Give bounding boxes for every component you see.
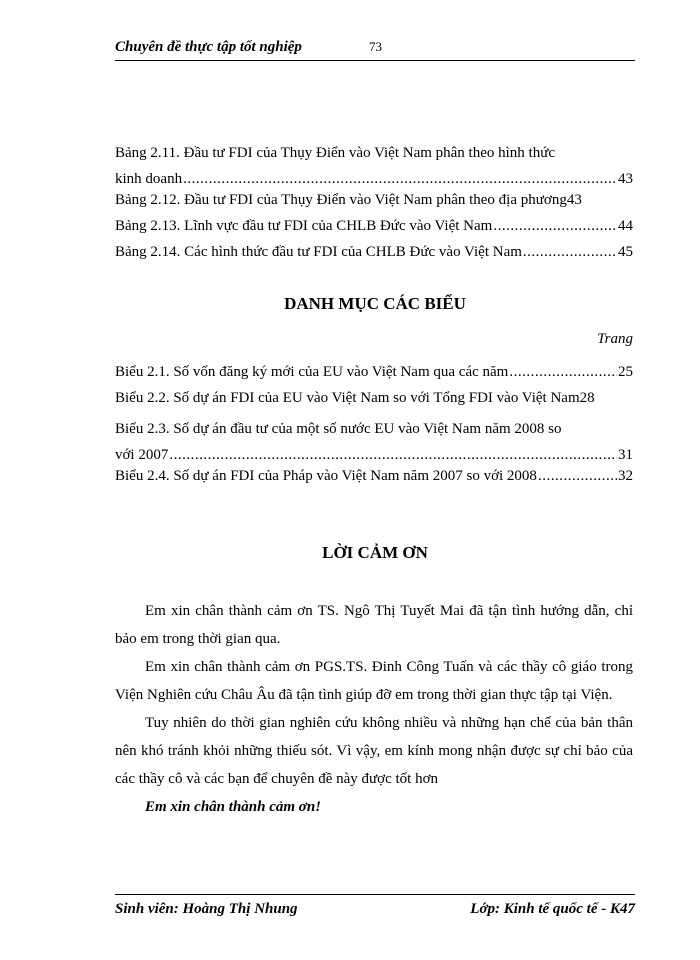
acknowledgement-heading: LỜI CẢM ƠN [322,543,428,562]
toc-entry [115,140,633,192]
page-number: 73 [369,39,382,54]
charts-list [115,364,633,494]
page-header [115,39,635,61]
toc-entry-text: Biểu 2.1. Số vốn đăng ký mới của EU vào Việt Nam qua các năm [115,364,509,380]
footer-class: Lớp: Kinh tế quốc tế - K47 [470,901,635,917]
toc-entry-text: Biểu 2.4. Số dự án FDI của Pháp vào Việt Nam năm 2007 so với 2008 [115,468,537,484]
toc-entry-page: 43 [566,192,582,208]
header-title: Chuyên đề thực tập tốt nghiệp [115,39,302,55]
toc-entry-page: 32 [618,468,633,484]
page-column-label: Trang [597,331,633,347]
toc-entry-text: Bảng 2.11. Đầu tư FDI của Thụy Điển vào Việt Nam phân theo hình thức [115,145,556,161]
toc-entry [115,218,633,244]
toc-entry-page: 43 [618,171,633,187]
ack-closing: Em xin chân thành cảm ơn! [145,799,322,815]
acknowledgement-body [115,597,633,821]
dot-leader [493,218,617,235]
toc-entry-text: Bảng 2.14. Các hình thức đầu tư FDI của CHLB Đức vào Việt Nam [115,244,522,260]
toc-entry-text: Biểu 2.2. Số dự án FDI của EU vào Việt Nam so với Tổng FDI vào Việt Nam [115,390,580,406]
toc-entry [115,390,633,416]
ack-paragraph: Tuy nhiên do thời gian nghiên cứu không nhiều và những hạn chế của bản thân nên khó tránh khỏi những thiếu sót. Vì vậy, em kính mong nhận được sự chỉ bảo của các thầy cô và các bạn để chuyên đề này được tốt hơn [115,715,633,787]
toc-entry-page: 31 [618,447,633,463]
toc-entry-page: 45 [618,244,633,260]
toc-entry-page: 28 [579,390,595,406]
charts-heading: DANH MỤC CÁC BIỂU [284,294,466,313]
tables-list [115,140,633,270]
toc-entry-page: 25 [618,364,633,380]
dot-leader [523,244,617,261]
toc-entry-text: Bảng 2.12. Đầu tư FDI của Thụy Điển vào Việt Nam phân theo địa phương [115,192,567,208]
toc-entry [115,192,633,218]
toc-entry [115,244,633,270]
toc-entry-page: 44 [618,218,633,234]
footer-rule [115,894,635,895]
dot-leader [169,442,617,468]
toc-entry-text: Bảng 2.13. Lĩnh vực đầu tư FDI của CHLB Đức vào Việt Nam [115,218,493,234]
ack-paragraph: Em xin chân thành cảm ơn TS. Ngô Thị Tuyết Mai đã tận tình hướng dẫn, chỉ bảo em trong thời gian qua. [115,603,633,647]
dot-leader [183,166,617,192]
dot-leader [538,468,617,485]
toc-entry [115,468,633,494]
footer-student: Sinh viên: Hoàng Thị Nhung [115,901,298,917]
toc-entry [115,416,633,468]
toc-entry [115,364,633,390]
toc-entry-text-cont: kinh doanh [115,171,183,187]
toc-entry-text-cont: với 2007 [115,447,169,463]
ack-paragraph: Em xin chân thành cảm ơn PGS.TS. Đinh Công Tuấn và các thầy cô giáo trong Viện Nghiên cứu Châu Âu đã tận tình giúp đỡ em trong thời gian thực tập tại Viện. [115,659,633,703]
page-footer [115,894,635,924]
header-rule [115,60,635,61]
dot-leader [509,364,617,381]
toc-entry-text: Biểu 2.3. Số dự án đầu tư của một số nước EU vào Việt Nam năm 2008 so [115,421,562,437]
